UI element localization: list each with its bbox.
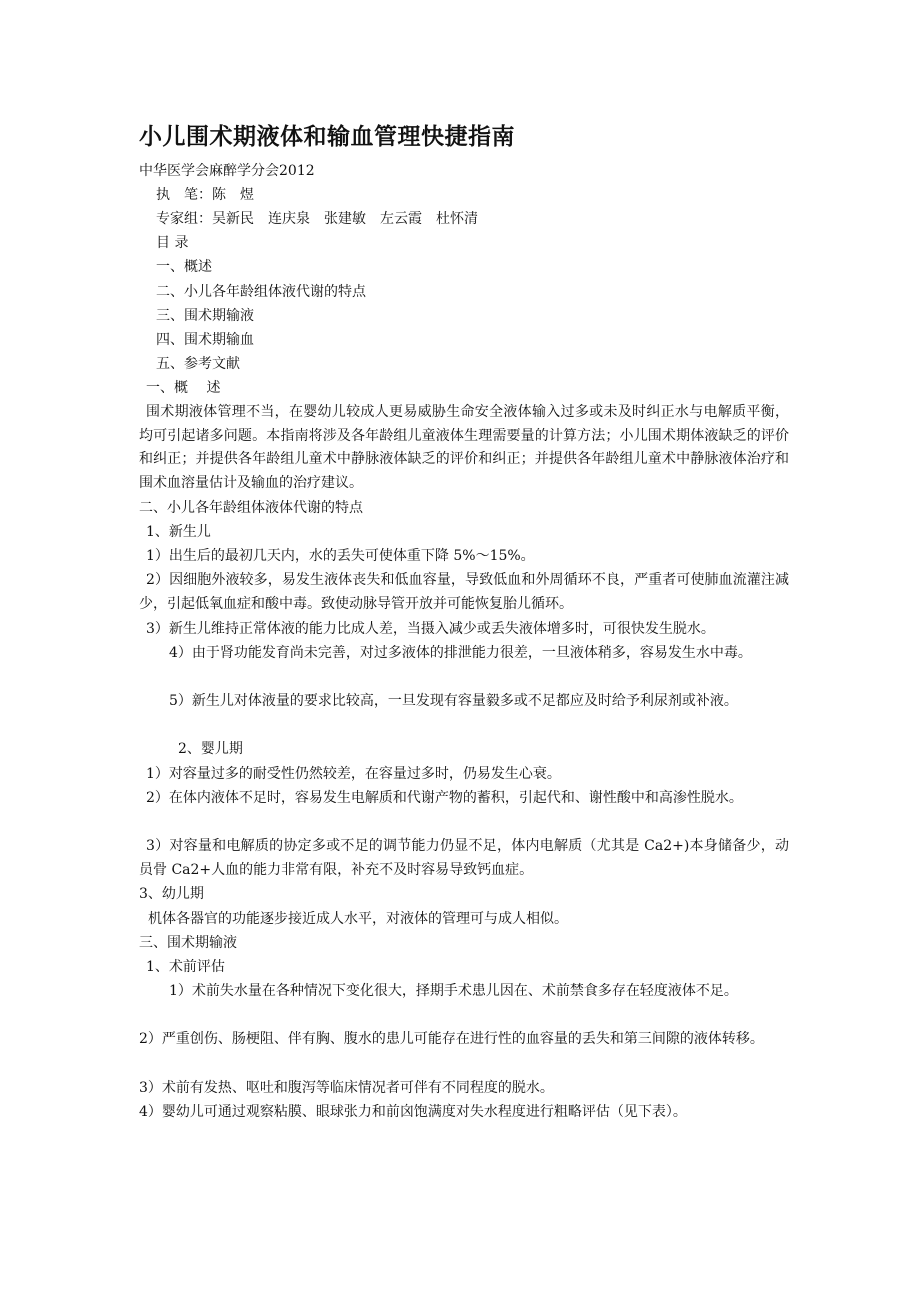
list-item: 1）对容量过多的耐受性仍然较差，在容量过多时，仍易发生心衰。 — [146, 766, 561, 782]
toc-item: 三、围术期输液 — [156, 308, 254, 324]
toc-item: 一、概述 — [156, 259, 212, 275]
paragraph: 机体各器官的功能逐步接近成人水平，对液体的管理可与成人相似。 — [148, 911, 568, 927]
document-title: 小儿围术期液体和输血管理快捷指南 — [139, 124, 515, 150]
subsection-heading: 3、幼儿期 — [139, 886, 204, 902]
author-line: 执 笔：陈 煜 — [156, 187, 254, 203]
list-item: 4）婴幼儿可通过观察粘膜、眼球张力和前囟饱满度对失水程度进行粗略评估（见下表）。 — [139, 1104, 687, 1120]
list-item: 5）新生儿对体液量的要求比较高，一旦发现有容量毅多或不足都应及时给予利尿剂或补液。 — [169, 693, 738, 709]
section-heading: 一、概 述 — [146, 380, 221, 396]
list-item: 1）出生后的最初几天内，水的丢失可使体重下降 5%～15%。 — [146, 548, 535, 564]
toc-item: 四、围术期输血 — [156, 332, 254, 348]
list-item: 3）对容量和电解质的协定多或不足的调节能力仍显不足，体内电解质（尤其是 Ca2+)本身储备少，动员骨 Ca2+人血的能力非常有限，补充不及时容易导致钙血症。 — [139, 838, 789, 878]
section-heading: 三、围术期输液 — [139, 935, 237, 951]
list-item: 4）由于肾功能发育尚未完善，对过多液体的排泄能力很差，一旦液体稍多，容易发生水中毒。 — [169, 645, 752, 661]
list-item: 2）严重创伤、肠梗阻、伴有胸、腹水的患儿可能存在进行性的血容量的丢失和第三间隙的液体转移。 — [139, 1031, 764, 1047]
list-item: 1）术前失水量在各种情况下变化很大，择期手术患儿因在、术前禁食多存在轻度液体不足。 — [169, 983, 738, 999]
org-year-line: 中华医学会麻醉学分会2012 — [139, 163, 315, 179]
section-heading: 二、小儿各年龄组体液体代谢的特点 — [139, 500, 363, 516]
list-item: 2）因细胞外液较多，易发生液体丧失和低血容量，导致低血和外周循环不良，严重者可使肺血流灌注减少，引起低氧血症和酸中毒。致使动脉导管开放并可能恢复胎儿循环。 — [139, 572, 789, 612]
list-item: 3）术前有发热、呕吐和腹泻等临床情况者可伴有不同程度的脱水。 — [139, 1080, 554, 1096]
subsection-heading: 1、术前评估 — [146, 959, 225, 975]
subsection-heading: 1、新生儿 — [146, 524, 211, 540]
subsection-heading: 2、婴儿期 — [178, 741, 243, 757]
list-item: 2）在体内液体不足时，容易发生电解质和代谢产物的蓄积，引起代和、谢性酸中和高渗性脱水。 — [146, 790, 743, 806]
overview-paragraph: 围术期液体管理不当，在婴幼儿较成人更易威胁生命安全液体输入过多或未及时纠正水与电解质平衡，均可引起诸多问题。本指南将涉及各年龄组儿童液体生理需要量的计算方法；小儿围术期体液缺乏的评价和纠正；并提供各年龄组儿童术中静脉液体缺乏的评价和纠正；并提供各年龄组儿童术中静脉液体治疗和围术血溶量估计及输血的治疗建议。 — [139, 404, 789, 491]
experts-line: 专家组：吴新民 连庆泉 张建敏 左云霞 杜怀清 — [156, 211, 478, 227]
list-item: 3）新生儿维持正常体液的能力比成人差，当摄入减少或丢失液体增多时，可很快发生脱水。 — [146, 621, 715, 637]
toc-heading: 目 录 — [156, 235, 189, 251]
toc-item: 二、小儿各年龄组体液代谢的特点 — [156, 284, 366, 300]
toc-item: 五、参考文献 — [156, 356, 240, 372]
